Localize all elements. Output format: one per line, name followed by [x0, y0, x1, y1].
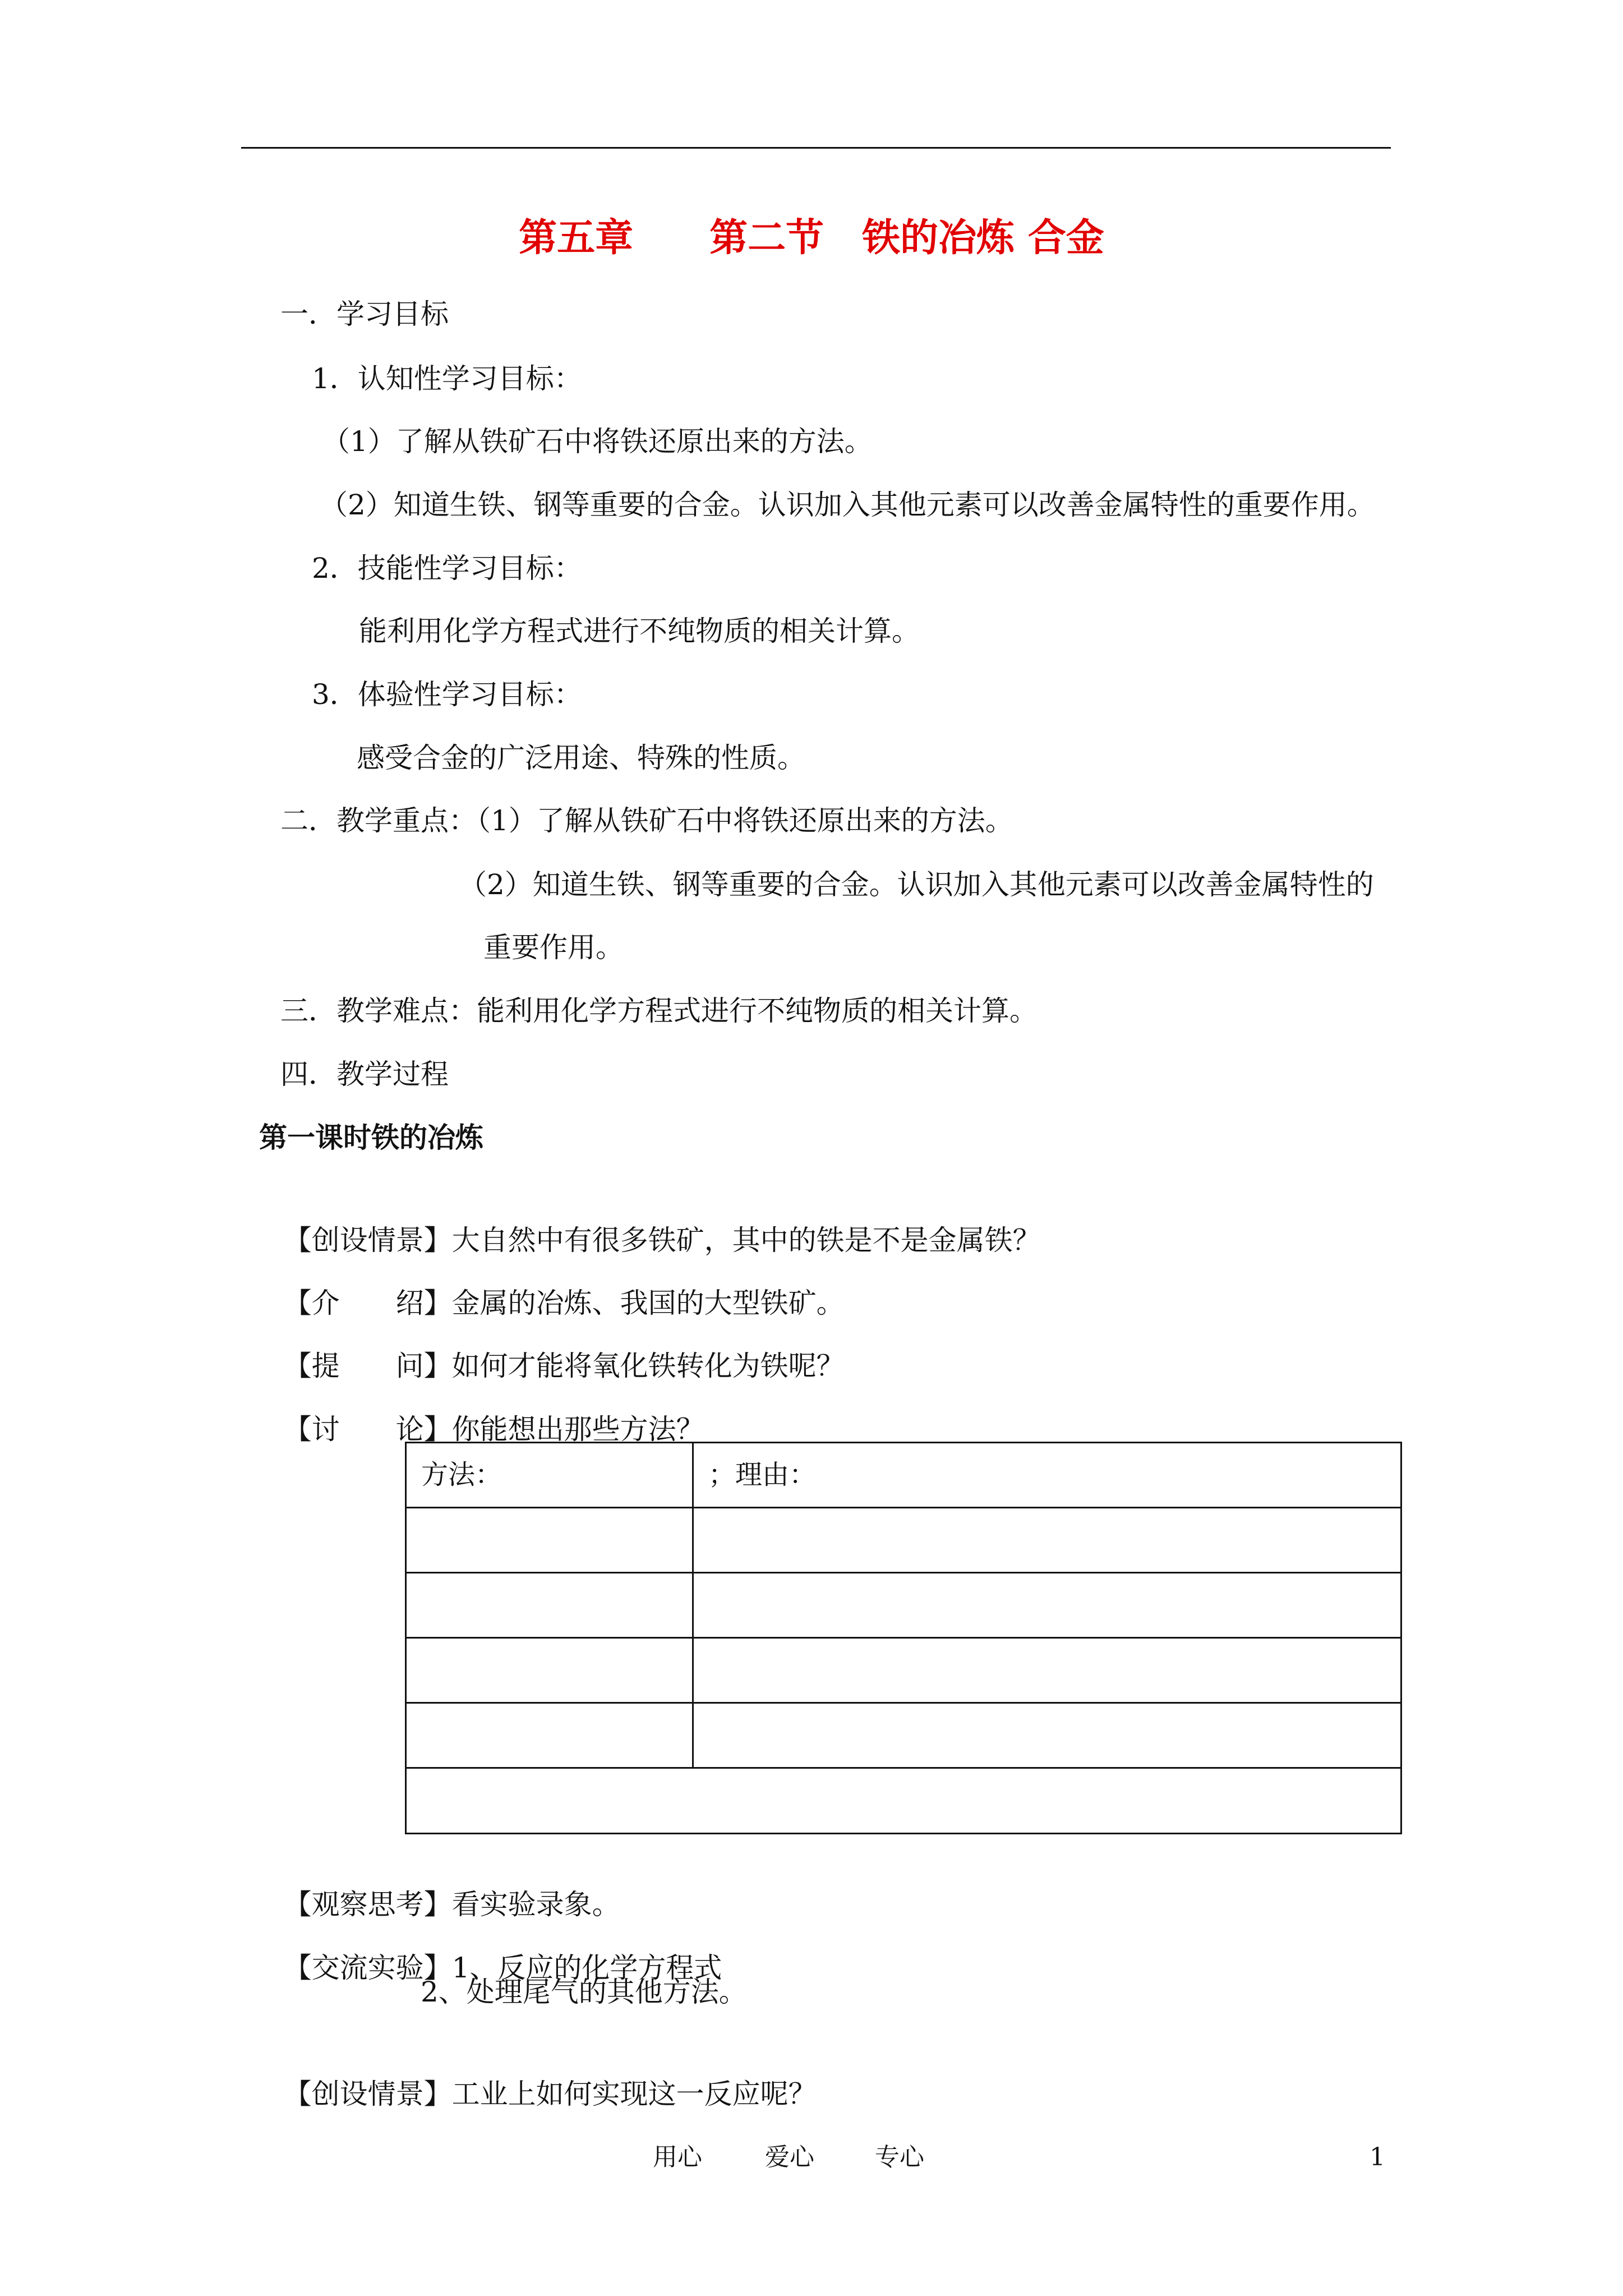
step-tag: 【创设情景】 — [283, 2078, 452, 2110]
table-cell-method[interactable] — [407, 1573, 694, 1637]
goal-experience-item: 感受合金的广泛用途、特殊的性质。 — [357, 742, 805, 774]
footer-word-2: 爱心 — [765, 2143, 814, 2171]
section-key-points: 二．教学重点：（1）了解从铁矿石中将铁还原出来的方法。 — [280, 804, 1013, 837]
goal-cognitive: 1．认知性学习目标： — [312, 362, 582, 395]
section-difficulties: 三．教学难点：能利用化学方程式进行不纯物质的相关计算。 — [280, 995, 1038, 1027]
goal-cognitive-item-2: （2）知道生铁、钢等重要的合金。认识加入其他元素可以改善金属特性的重要作用。 — [320, 489, 1375, 521]
table-row — [407, 1704, 1400, 1769]
step-tag: 【提 问】 — [283, 1350, 452, 1382]
goal-skill-item: 能利用化学方程式进行不纯物质的相关计算。 — [359, 615, 920, 647]
step-text: 你能想出那些方法？ — [451, 1413, 704, 1446]
table-cell-reason[interactable] — [694, 1508, 1400, 1572]
table-row — [407, 1573, 1400, 1639]
table-cell-method[interactable] — [407, 1639, 694, 1702]
step-text: 工业上如何实现这一反应呢？ — [451, 2078, 817, 2110]
table-header-row — [407, 1443, 1400, 1508]
table-cell-method[interactable] — [407, 1508, 694, 1572]
page-title: 第五章 第二节 铁的冶炼 合金 — [519, 216, 1104, 260]
table-header-reason: ；理由： — [708, 1459, 817, 1490]
step-text: 如何才能将氧化铁转化为铁呢？ — [451, 1350, 845, 1382]
table-cell-reason[interactable] — [694, 1573, 1400, 1637]
step-scenario-2 — [248, 2035, 817, 2153]
step-tag: 【交流实验】 — [283, 1952, 452, 1984]
step-tag: 【介 绍】 — [283, 1287, 452, 1319]
step-text: 看实验录象。 — [451, 1888, 620, 1921]
page-number: 1 — [1370, 2143, 1385, 2171]
table-cell-reason[interactable] — [694, 1704, 1400, 1767]
table-row-merged[interactable] — [407, 1769, 1400, 1833]
key-point-2-line-1: （2）知道生铁、钢等重要的合金。认识加入其他元素可以改善金属特性的 — [459, 868, 1374, 901]
table-row — [407, 1508, 1400, 1573]
step-tag: 【创设情景】 — [283, 1224, 452, 1257]
table-header-method: 方法： — [407, 1443, 694, 1507]
section-teaching-process: 四．教学过程 — [280, 1058, 449, 1091]
methods-table — [405, 1442, 1402, 1834]
step-text: 1、反应的化学方程式 — [451, 1952, 722, 1984]
table-cell-method[interactable] — [407, 1704, 694, 1767]
section-learning-goals: 一．学习目标 — [280, 298, 449, 330]
header-rule — [241, 147, 1391, 149]
step-text: 金属的冶炼、我国的大型铁矿。 — [451, 1287, 845, 1319]
footer-word-1: 用心 — [653, 2143, 702, 2171]
step-tag: 【讨 论】 — [283, 1413, 452, 1446]
exchange-item-2: 2、处理尾气的其他方法。 — [421, 1976, 747, 2008]
lesson-title: 第一课时铁的冶炼 — [259, 1121, 483, 1154]
step-text: 大自然中有很多铁矿，其中的铁是不是金属铁？ — [451, 1224, 1041, 1257]
key-point-2-line-2: 重要作用。 — [483, 931, 624, 964]
goal-skill: 2．技能性学习目标： — [312, 552, 582, 585]
goal-experience: 3．体验性学习目标： — [312, 678, 582, 711]
table-row — [407, 1639, 1400, 1704]
goal-cognitive-item-1: （1）了解从铁矿石中将铁还原出来的方法。 — [322, 425, 873, 458]
table-cell-reason[interactable] — [694, 1639, 1400, 1702]
step-tag: 【观察思考】 — [283, 1888, 452, 1921]
footer-word-3: 专心 — [875, 2143, 924, 2171]
